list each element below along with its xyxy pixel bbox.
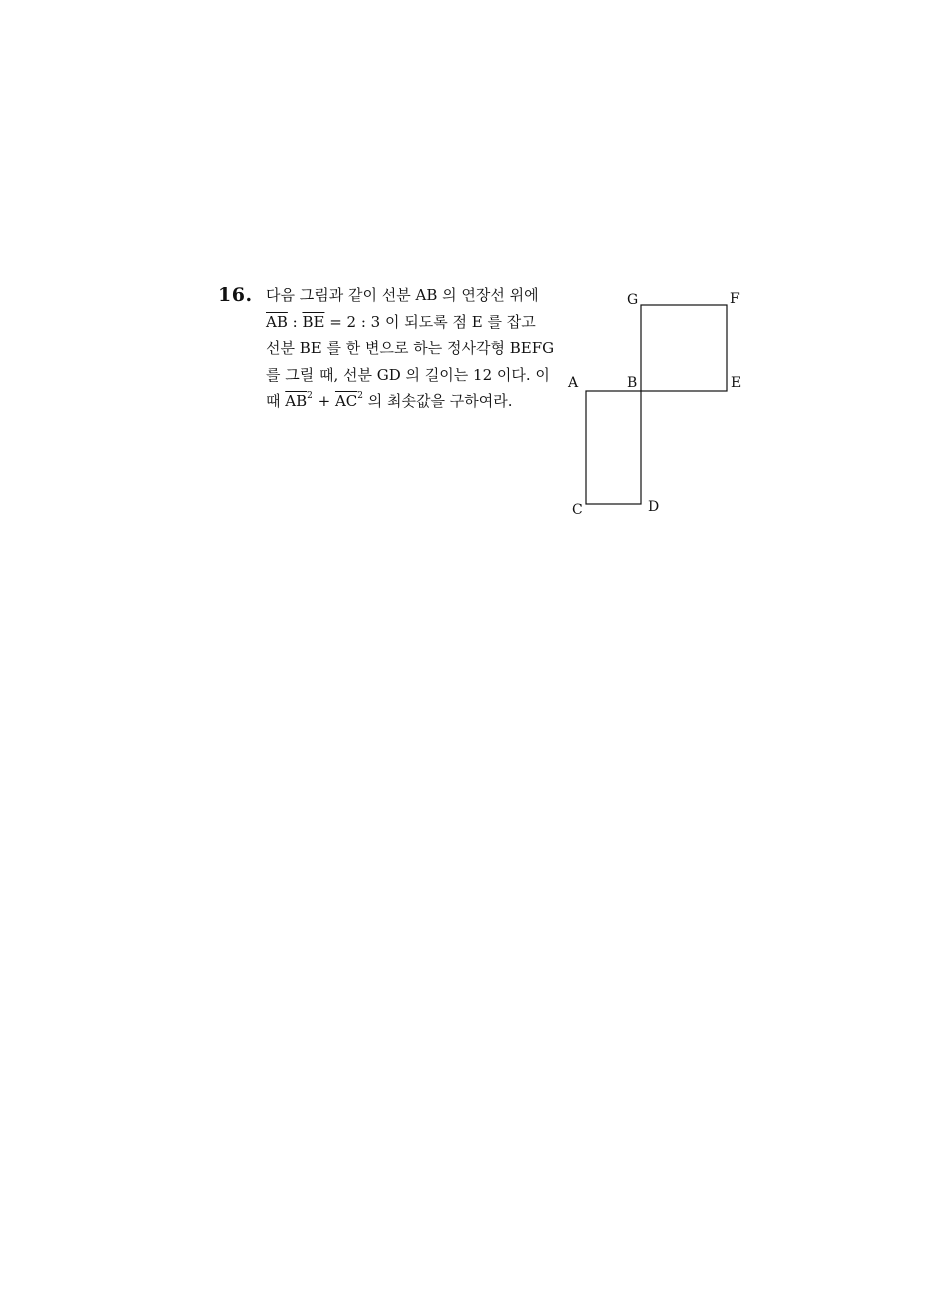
segment-ab: $\overline{AB}$: [266, 312, 288, 331]
rectangle-abdc: [586, 391, 641, 504]
geometry-svg: [566, 282, 766, 527]
label-c: C: [572, 502, 583, 518]
problem-line-1: [266, 282, 558, 309]
problem-line-3: [266, 335, 558, 362]
problem-line-1-text: 다음 그림과 같이 선분 AB 의 연장선 위에: [266, 286, 539, 304]
ratio-colon: :: [287, 312, 303, 331]
problem-line-2: [266, 309, 558, 336]
problem-line-2-rest: = 2 : 3 이 되도록 점 E 를 잡고: [324, 312, 536, 331]
label-g: G: [627, 292, 639, 308]
problem-line-5-start: 때: [266, 392, 286, 410]
segment-ab-squared: $\overline{AB}$: [285, 392, 308, 410]
segment-ac-squared: $\overline{AC}$: [334, 392, 358, 410]
exponent-ab: 2: [307, 391, 313, 401]
label-b: B: [627, 375, 638, 391]
problem-line-5-end: 의 최솟값을 구하여라.: [363, 392, 513, 410]
label-d: D: [648, 499, 660, 515]
problem-line-5: [266, 388, 558, 415]
label-e: E: [731, 375, 742, 391]
plus-sign: +: [312, 392, 335, 410]
problem-16: [218, 282, 918, 532]
problem-text: [266, 282, 558, 415]
label-f: F: [730, 291, 740, 307]
segment-be: $\overline{BE}$: [302, 312, 325, 331]
problem-line-3-text: 선분 BE 를 한 변으로 하는 정사각형 BEFG: [266, 339, 555, 357]
problem-line-4-text: 를 그릴 때, 선분 GD 의 길이는 12 이다. 이: [266, 365, 550, 384]
exponent-ac: 2: [357, 391, 364, 401]
problem-line-4: [266, 362, 558, 389]
geometry-figure: [566, 282, 766, 527]
square-befg: [641, 305, 727, 391]
label-a: A: [568, 375, 579, 391]
problem-number: 16.: [218, 284, 253, 306]
